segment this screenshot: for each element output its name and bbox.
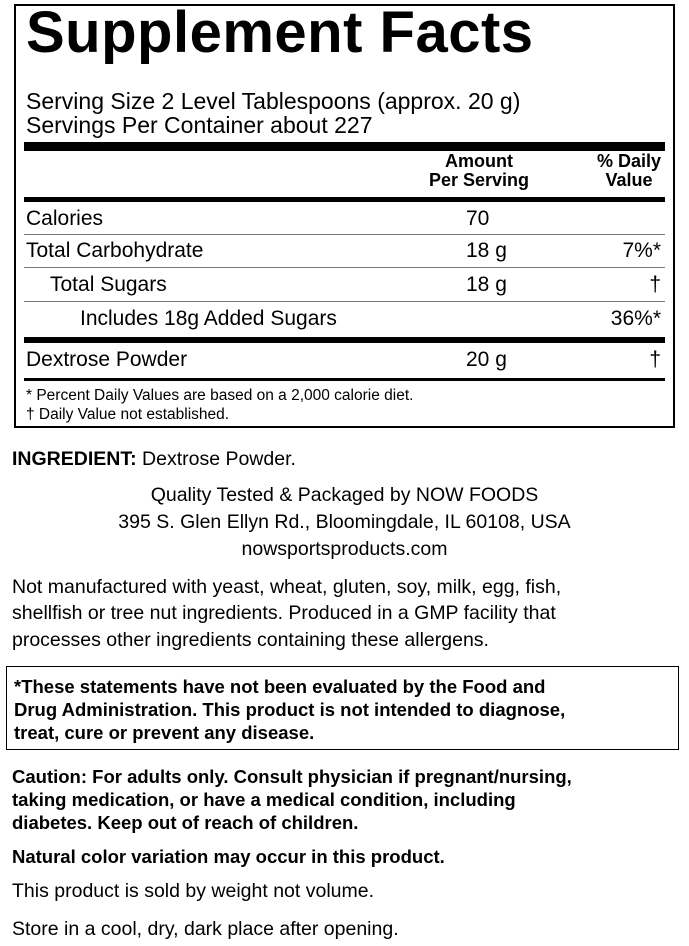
footnote-not-established: † Daily Value not established.	[26, 406, 230, 423]
allergen-statement-line: Not manufactured with yeast, wheat, gluten, soy, milk, egg, fish,	[12, 576, 562, 598]
fda-disclaimer-line: Drug Administration. This product is not intended to diagnose,	[14, 699, 566, 720]
nutrient-amount: 70	[466, 207, 490, 230]
header-divider	[24, 197, 665, 202]
nutrient-name: Total Carbohydrate	[26, 239, 204, 262]
nutrient-dv: †	[649, 273, 661, 296]
row-divider	[24, 267, 665, 268]
nutrient-row-calories	[26, 204, 663, 234]
manufacturer-address: 395 S. Glen Ellyn Rd., Bloomingdale, IL 60108, USA	[118, 511, 571, 533]
allergen-statement-line: processes other ingredients containing these allergens.	[12, 629, 489, 651]
thick-divider	[24, 337, 665, 343]
nutrient-amount: 18 g	[466, 273, 507, 296]
allergen-statement-line: shellfish or tree nut ingredients. Produced in a GMP facility that	[12, 602, 556, 624]
sold-by-weight-note: This product is sold by weight not volume.	[12, 880, 375, 902]
caution-line: diabetes. Keep out of reach of children.	[12, 812, 359, 833]
row-divider	[24, 234, 665, 235]
nutrient-dv: 7%*	[622, 239, 661, 262]
nutrient-row-added-sugars	[26, 304, 663, 334]
nutrient-name: Dextrose Powder	[26, 348, 188, 371]
nutrient-dv: †	[649, 348, 661, 371]
storage-note: Store in a cool, dry, dark place after opening.	[12, 918, 399, 940]
daily-value-header: % Daily Value	[596, 151, 662, 190]
caution-line: Caution: For adults only. Consult physician if pregnant/nursing,	[12, 766, 572, 787]
nutrient-amount: 18 g	[466, 239, 507, 262]
nutrient-row-dextrose-powder	[26, 345, 663, 375]
nutrient-row-total-sugars	[26, 270, 663, 300]
row-divider	[24, 301, 665, 302]
ingredient-line	[12, 448, 677, 471]
nutrient-row-total-carbohydrate	[26, 236, 663, 266]
fda-disclaimer-box	[6, 666, 679, 750]
bottom-divider	[24, 378, 665, 381]
ingredient-value: Dextrose Powder.	[136, 448, 296, 470]
nutrient-name: Includes 18g Added Sugars	[80, 307, 337, 330]
fda-disclaimer-line: treat, cure or prevent any disease.	[14, 722, 315, 743]
nutrient-amount: 20 g	[466, 348, 507, 371]
amount-per-serving-header: Amount Per Serving	[428, 151, 530, 190]
natural-color-note: Natural color variation may occur in this product.	[12, 846, 445, 867]
nutrient-dv: 36%*	[610, 307, 661, 330]
manufacturer-website: nowsportsproducts.com	[241, 538, 448, 560]
ingredient-label: INGREDIENT:	[12, 448, 137, 470]
fda-disclaimer-line: *These statements have not been evaluated by the Food and	[14, 676, 546, 697]
caution-line: taking medication, or have a medical condition, including	[12, 789, 516, 810]
thick-divider	[24, 142, 665, 151]
footnote-daily-values: * Percent Daily Values are based on a 2,000 calorie diet.	[26, 387, 414, 404]
supplement-facts-panel	[14, 0, 675, 428]
nutrient-name: Total Sugars	[50, 273, 167, 296]
manufacturer-line: Quality Tested & Packaged by NOW FOODS	[150, 484, 539, 506]
servings-per-container: Servings Per Container about 227	[26, 112, 373, 138]
serving-size: Serving Size 2 Level Tablespoons (approx. 20 g)	[26, 88, 521, 114]
nutrient-name: Calories	[26, 207, 104, 230]
panel-title: Supplement Facts	[26, 0, 534, 65]
